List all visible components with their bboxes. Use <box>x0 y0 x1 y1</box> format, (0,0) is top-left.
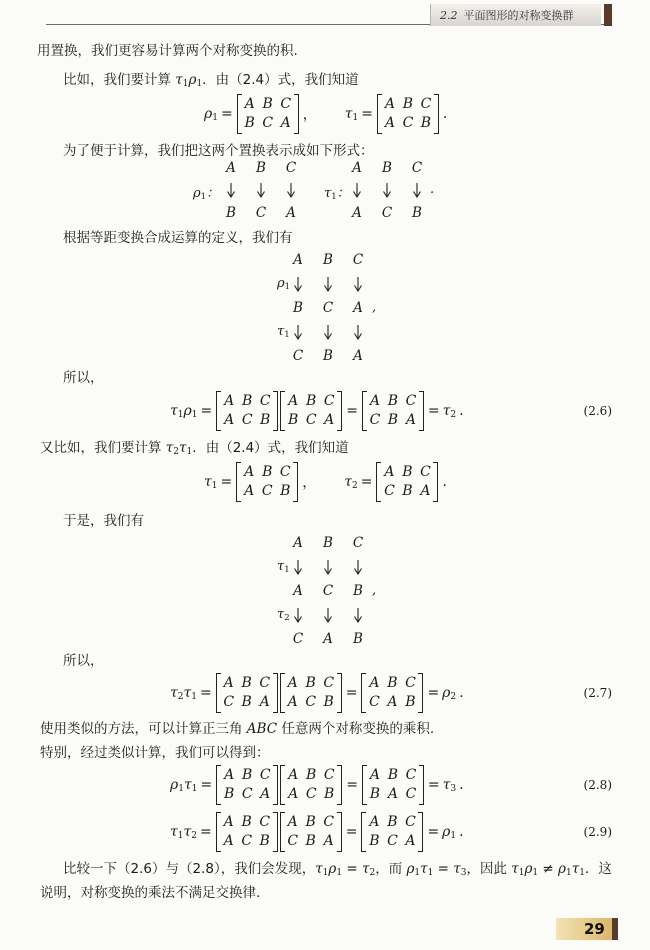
matrix-entry: C <box>402 115 414 131</box>
matrix-entry: C <box>287 833 299 849</box>
matrix-entry: A <box>244 96 255 112</box>
matrix-entry: B <box>241 694 252 710</box>
matrix-entry: B <box>288 412 299 428</box>
diagram-letter: A <box>353 300 363 316</box>
section-number: 2.2 <box>440 9 458 22</box>
matrix-entry: A <box>287 675 298 691</box>
diagram-letter: B <box>323 348 333 364</box>
diagram-letter: A <box>286 205 296 221</box>
matrix-entry: C <box>305 694 317 710</box>
matrix-entry: B <box>402 464 413 480</box>
down-arrow-icon <box>343 607 373 623</box>
page-number-bar <box>612 918 618 940</box>
diagram-letter: A <box>226 160 236 176</box>
equation-2-7: $\tau_2\tau_1$ = A B C C B A A B C A C B = A B C C A B = $\rho_2$ . <box>170 673 467 713</box>
matrix-entry: B <box>387 767 399 783</box>
paragraph-line: 用置换，我们更容易计算两个对称变换的积. <box>37 43 298 59</box>
down-arrow-icon <box>276 182 306 198</box>
down-arrow-icon <box>246 182 276 198</box>
matrix-entry: A <box>224 412 235 428</box>
down-arrow-icon <box>342 182 372 198</box>
matrix-entry: B <box>306 393 317 409</box>
matrix-entry: A <box>260 786 271 802</box>
matrix-entry: B <box>259 833 270 849</box>
paragraph-line: 又比如，我们要计算 $\tau_2\tau_1$．由（2.4）式，我们知道 <box>40 440 349 457</box>
down-arrow-icon <box>313 324 343 340</box>
matrix-entry: B <box>420 115 432 131</box>
down-arrow-icon <box>402 182 432 198</box>
matrix-entry: A <box>369 393 380 409</box>
down-arrow-icon <box>313 559 343 575</box>
matrix-entry: A <box>223 814 234 830</box>
equation-number: (2.6) <box>583 404 612 418</box>
diagram-letter: C <box>352 252 364 268</box>
matrix-entry: B <box>242 767 253 783</box>
diagram-letter: B <box>256 160 266 176</box>
matrix-entry: C <box>241 786 253 802</box>
perm-definition-tau1-tau2: $\tau_1$ = A B C A C B ， $\tau_2$ = A B C C B A . <box>204 462 450 502</box>
diagram-letter: C <box>322 583 334 599</box>
diagram-letter: C <box>292 631 304 647</box>
down-arrow-icon <box>216 182 246 198</box>
paragraph-line: 于是，我们有 <box>63 513 144 529</box>
matrix-entry: B <box>260 412 271 428</box>
matrix-entry: C <box>369 412 381 428</box>
matrix-entry: A <box>387 786 398 802</box>
down-arrow-icon <box>313 276 343 292</box>
matrix-entry: A <box>223 833 234 849</box>
matrix-entry: C <box>305 412 317 428</box>
matrix-entry: B <box>305 814 316 830</box>
matrix-entry: A <box>224 767 235 783</box>
paragraph-line: 根据等距变换合成运算的定义，我们有 <box>63 230 293 246</box>
matrix-entry: B <box>305 833 316 849</box>
matrix-entry: C <box>259 393 271 409</box>
matrix-entry: C <box>259 814 271 830</box>
matrix-entry: B <box>387 393 399 409</box>
down-arrow-icon <box>343 276 373 292</box>
down-arrow-icon <box>283 607 313 623</box>
matrix-entry: C <box>405 767 417 783</box>
diagram-letter: A <box>293 535 303 551</box>
matrix-entry: B <box>305 675 316 691</box>
paragraph-line: 说明，对称变换的乘法不满足交换律. <box>40 885 261 901</box>
matrix-entry: A <box>287 814 298 830</box>
matrix-entry: C <box>323 767 335 783</box>
paragraph-line: 为了便于计算，我们把这两个置换表示成如下形式： <box>63 143 374 159</box>
equation-2-6: $\tau_1\rho_1$ = A B C A C B A B C B C A = A B C C B A = $\tau_2$ . <box>170 391 467 431</box>
matrix-entry: A <box>369 814 380 830</box>
matrix-entry: C <box>223 694 235 710</box>
matrix-entry: A <box>244 464 255 480</box>
matrix-entry: B <box>262 464 273 480</box>
matrix-entry: C <box>259 767 271 783</box>
matrix-entry: B <box>242 393 253 409</box>
paragraph-line: 比较一下（2.6）与（2.8），我们会发现，$\tau_1\rho_1 = \tau_2$，而 $\rho_1\tau_1 = \tau_3$，因此 $\tau_1\rho_1 \ne \rho_1\tau_1$．这 <box>63 861 612 878</box>
matrix-entry: C <box>279 464 291 480</box>
matrix-entry: A <box>280 115 291 131</box>
matrix-entry: C <box>262 115 274 131</box>
header-bar <box>604 4 612 26</box>
matrix-entry: C <box>420 96 432 112</box>
matrix-entry: C <box>323 814 335 830</box>
matrix-entry: C <box>259 675 271 691</box>
matrix-entry: B <box>324 786 335 802</box>
matrix-entry: A <box>369 675 380 691</box>
paragraph-line: 所以， <box>63 370 104 386</box>
matrix-entry: B <box>387 412 399 428</box>
diagram-letter: C <box>292 348 304 364</box>
equation-2-9: $\tau_1\tau_2$ = A B C A C B A B C C B A = A B C B C A = $\rho_1$ . <box>170 812 467 852</box>
down-arrow-icon <box>283 276 313 292</box>
matrix-entry: B <box>387 814 398 830</box>
matrix-entry: A <box>384 115 395 131</box>
matrix-entry: B <box>262 96 273 112</box>
matrix-entry: A <box>369 767 380 783</box>
diagram-letter: B <box>226 205 236 221</box>
matrix-entry: A <box>420 483 431 499</box>
equation-2-8: $\rho_1\tau_1$ = A B C B C A A B C A C B = A B C B A C = $\tau_3$ . <box>170 765 467 805</box>
matrix-entry: A <box>288 767 299 783</box>
diagram-letter: B <box>323 252 333 268</box>
matrix-entry: B <box>323 694 334 710</box>
diagram-letter: B <box>323 535 333 551</box>
running-header <box>440 7 574 23</box>
matrix-entry: A <box>244 483 255 499</box>
diagram-letter: A <box>293 583 303 599</box>
matrix-tau1 <box>377 94 439 134</box>
diagram-letter: C <box>381 205 393 221</box>
matrix-entry: A <box>223 675 234 691</box>
matrix-entry: C <box>405 675 416 691</box>
matrix-entry: C <box>323 675 335 691</box>
matrix-entry: A <box>259 694 270 710</box>
matrix-entry: B <box>280 483 291 499</box>
matrix-entry: A <box>387 694 398 710</box>
diagram-letter: A <box>352 160 362 176</box>
matrix-entry: B <box>369 833 380 849</box>
matrix-entry: B <box>244 115 255 131</box>
equation-number: (2.7) <box>583 686 612 700</box>
paragraph-line: 比如，我们要计算 $\tau_1\rho_1$．由（2.4）式，我们知道 <box>63 72 359 89</box>
matrix-entry: C <box>369 694 380 710</box>
matrix-entry: C <box>405 786 417 802</box>
diagram-letter: A <box>293 252 303 268</box>
diagram-letter: C <box>255 205 267 221</box>
down-arrow-icon <box>343 559 373 575</box>
diagram-letter: A <box>353 348 363 364</box>
matrix-entry: C <box>305 786 317 802</box>
diagram-letter: C <box>411 160 423 176</box>
equation-number: (2.9) <box>583 825 612 839</box>
diagram-letter: B <box>412 205 422 221</box>
matrix-entry: A <box>287 694 298 710</box>
diagram-letter: A <box>352 205 362 221</box>
paragraph-line: 所以， <box>63 653 104 669</box>
matrix-entry: C <box>241 412 253 428</box>
down-arrow-icon <box>343 324 373 340</box>
down-arrow-icon <box>372 182 402 198</box>
diagram-letter: B <box>382 160 392 176</box>
matrix-entry: C <box>323 393 335 409</box>
matrix-entry: A <box>224 393 235 409</box>
matrix-entry: B <box>402 483 413 499</box>
diagram-letter: C <box>285 160 297 176</box>
diagram-letter: A <box>323 631 333 647</box>
matrix-entry: C <box>405 393 417 409</box>
textbook-page: 2.2 平面图形的对称变换群 用置换，我们更容易计算两个对称变换的积. 比如，我们要计算 $\tau_1\rho_1$．由（2.4）式，我们知道 $\rho_1$ = A B C B C A ， $\tau_1$ = A B C A C B . 为了便于计算，我们把这两个置换表示成如下形式： A B C A B C $\rho_1$： $\tau_1$： . B C A A C B 根据等距变换合成运算的定义，我们有 A B C $\rho_1$ B C A , $\tau_1$ C B A 所以， $\tau_1\rho_1$ = A B C A C B A B C B C A = A B C C B A = $\tau_2$ . (2.6) 又比如，我们要计算 $\tau_2\tau_1$．由（2.4）式，我们知道 $\tau_1$ = A B C A C B ， $\tau_2$ = A B C C B A . 于是，我们有 A B C $\tau_1$ A C B , $\tau_2$ C A B 所以， $\tau_2\tau_1$ = A B C C B A A B C A C B = A B C C A B = $\rho_2$ . (2.7) 使用类似的方法，可以计算正三角 ABC 任意两个对称变换的乘积. 特别，经过类似计算，我们可以得到： $\rho_1\tau_1$ = A B C B C A A B C A C B = A B C B A C = $\tau_3$ . (2.8) $\tau_1\tau_2$ = A B C A C B A B C C B A = A B C B C A = $\rho_1$ . (2.9) 比较一下（2.6）与（2.8），我们会发现，$\tau_1\rho_1 = \tau_2$，而 $\rho_1\tau_1 = \tau_3$，因此 $\tau_1\rho_1 \ne \rho_1\tau_1$．这 说明，对称变换的乘法不满足交换律. 29 <box>0 0 650 950</box>
diagram-letter: C <box>352 535 364 551</box>
matrix-entry: C <box>384 483 395 499</box>
down-arrow-icon <box>313 607 343 623</box>
matrix-rho1 <box>237 94 299 134</box>
equation-number: (2.8) <box>583 778 612 792</box>
down-arrow-icon <box>283 559 313 575</box>
matrix-entry: B <box>402 96 414 112</box>
matrix-entry: C <box>387 833 398 849</box>
matrix-entry: C <box>405 814 416 830</box>
matrix-entry: B <box>306 767 317 783</box>
page-number: 29 <box>584 920 605 938</box>
matrix-entry: A <box>384 464 395 480</box>
matrix-entry: B <box>405 694 416 710</box>
matrix-entry: A <box>405 833 416 849</box>
matrix-entry: C <box>261 483 273 499</box>
matrix-entry: B <box>241 814 252 830</box>
matrix-entry: A <box>288 786 299 802</box>
diagram-letter: B <box>353 631 363 647</box>
matrix-entry: A <box>405 412 416 428</box>
diagram-letter: B <box>293 300 303 316</box>
section-title: 平面图形的对称变换群 <box>463 9 574 22</box>
down-arrow-icon <box>283 324 313 340</box>
matrix-entry: C <box>420 464 431 480</box>
perm-definition-rho1-tau1: $\rho_1$ = A B C B C A ， $\tau_1$ = A B C A C B . <box>204 94 450 134</box>
matrix-entry: A <box>323 833 334 849</box>
paragraph-line: 特别，经过类似计算，我们可以得到： <box>40 745 270 761</box>
matrix-entry: C <box>280 96 292 112</box>
matrix-entry: A <box>324 412 335 428</box>
matrix-entry: B <box>241 675 252 691</box>
diagram-letter: C <box>322 300 334 316</box>
matrix-entry: A <box>384 96 395 112</box>
matrix-entry: C <box>241 833 253 849</box>
matrix-entry: B <box>369 786 381 802</box>
matrix-entry: B <box>387 675 398 691</box>
diagram-letter: B <box>353 583 363 599</box>
matrix-entry: B <box>224 786 235 802</box>
matrix-entry: A <box>288 393 299 409</box>
paragraph-line: 使用类似的方法，可以计算正三角 ABC 任意两个对称变换的乘积. <box>40 721 435 737</box>
